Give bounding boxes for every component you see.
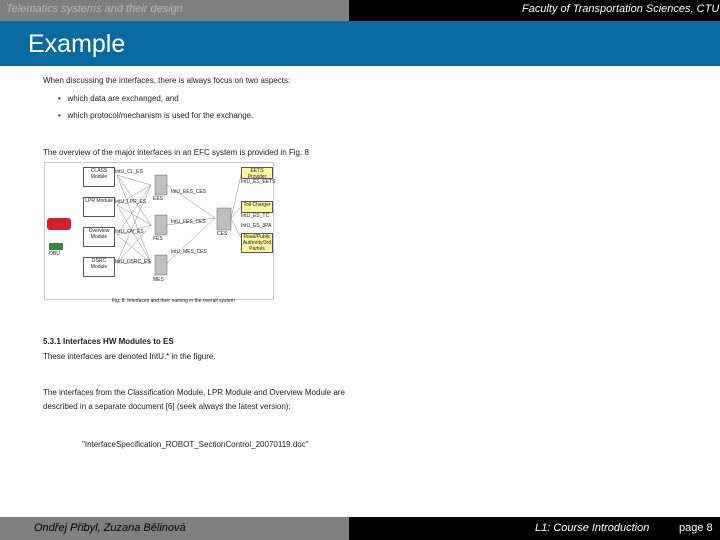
doc-bullet-1: • which data are exchanged, and	[58, 94, 179, 103]
box-eets-provider: EETS Provider	[241, 167, 273, 179]
section-text: These interfaces are denoted IntU.* in the figure.	[43, 352, 216, 361]
doc-intro: When discussing the interfaces, there is always focus on two aspects:	[43, 76, 291, 85]
footer-course: L1: Course Introduction	[535, 522, 650, 534]
box-road-authority: Road/Public Authority/3rd Parties	[242, 234, 272, 252]
node-ces: CES	[217, 231, 228, 237]
iface-ov-es: IntU_OV_ES	[115, 229, 144, 235]
iface-dsrc-es: IntU_DSRC_ES	[115, 259, 151, 265]
ees-server-icon	[155, 175, 167, 195]
iface-cl-es: IntU_CL_ES	[115, 169, 143, 175]
iface-fes-ces: IntU_FES_CES	[171, 219, 206, 225]
node-fes: FES	[153, 236, 163, 242]
interface-diagram	[44, 162, 274, 300]
doc-paragraph-line-1: The interfaces from the Classification Module, LPR Module and Overview Module are	[43, 388, 345, 397]
iface-ees-ces: IntU_EES_CES	[171, 189, 207, 195]
obu-icon	[49, 243, 63, 250]
footer-authors: Ondřej Přibyl, Zuzana Bělinová	[34, 522, 186, 534]
doc-overview: The overview of the major interfaces in an EFC system is provided in Fig. 8	[43, 148, 309, 157]
iface-es-3pa: IntU_ES_3PA	[241, 223, 272, 229]
module-overview: Overview Module	[83, 227, 115, 247]
fes-server-icon	[155, 215, 167, 235]
doc-bullet-2: • which protocol/mechanism is used for the exchange.	[58, 111, 254, 120]
document-excerpt	[30, 68, 345, 458]
doc-paragraph-line-2: described in a separate document [6] (seek always the latest version):	[43, 402, 291, 411]
module-dsrc: DSRC Module	[83, 257, 115, 277]
header-course-title: Telematics systems and their design	[6, 3, 183, 15]
module-class: CLASS Module	[83, 167, 115, 187]
box-toll-charger: Toll Charger	[241, 201, 273, 213]
iface-lpr-es: IntU_LPR_ES	[115, 199, 147, 205]
doc-reference: "InterfaceSpecification_ROBOT_SectionControl_20070119.doc"	[82, 440, 309, 449]
ces-server-icon	[217, 208, 231, 230]
node-mes: MES	[153, 277, 164, 283]
node-obu: OBU	[49, 251, 60, 257]
page-number: page 8	[679, 522, 713, 534]
module-lpr: LPR Module	[83, 197, 115, 217]
header-faculty: Faculty of Transportation Sciences, CTU	[522, 3, 720, 15]
iface-es-eets: IntU_ES_EETS	[241, 179, 276, 185]
iface-es-tc: IntU_ES_TC	[241, 213, 270, 219]
section-heading: 5.3.1 Interfaces HW Modules to ES	[43, 337, 174, 346]
slide-title: Example	[28, 30, 126, 58]
vehicle-icon	[47, 218, 71, 230]
figure-caption: Fig. 8: Interfaces and their naming in the overall system	[112, 298, 235, 304]
mes-server-icon	[155, 255, 167, 275]
iface-mes-ces: IntU_MES_CES	[171, 249, 207, 255]
node-ees: EES	[153, 196, 164, 202]
